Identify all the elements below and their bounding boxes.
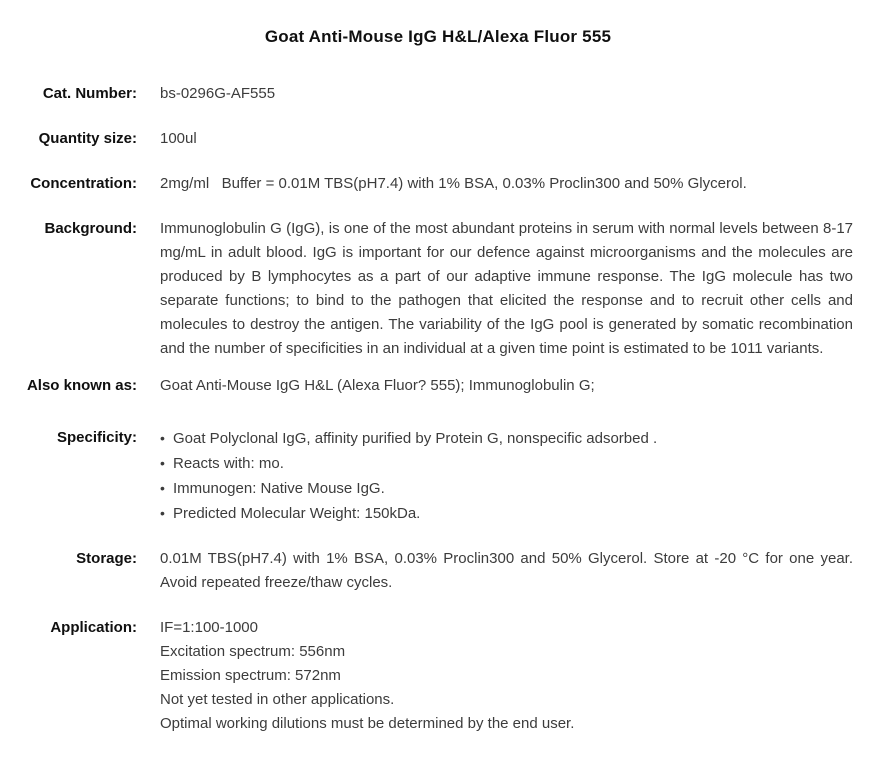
page-title: Goat Anti-Mouse IgG H&L/Alexa Fluor 555: [264, 27, 612, 46]
background-value: Immunoglobulin G (IgG), is one of the most abundant proteins in serum with normal levels between 8-17 mg/mL in adult blood. IgG is important for our defence against microorganisms and the molecules are produced by B lymphocytes as a part of our adaptive immune response. The IgG molecule has two separate functions; to bind to the pathogen that elicited the response and to recruit other cells and molecules to destroy the antigen. The variability of the IgG pool is generated by somatic recombination and the number of specificities in an individual at a given time point is estimated to be 1011 variants.: [160, 220, 853, 357]
background-label: Background:: [44, 220, 137, 237]
storage-value: 0.01M TBS(pH7.4) with 1% BSA, 0.03% Proclin300 and 50% Glycerol. Store at -20 °C for one year. Avoid repeated freeze/thaw cycles.: [160, 550, 853, 591]
quantity-size-value: 100ul: [160, 130, 197, 147]
concentration-value: 2mg/ml Buffer = 0.01M TBS(pH7.4) with 1% BSA, 0.03% Proclin300 and 50% Glycerol.: [160, 175, 747, 192]
row-specificity: [0, 426, 853, 526]
specificity-bullet-item: • Reacts with: mo.: [160, 451, 853, 476]
application-line: IF=1:100-1000: [160, 619, 258, 636]
also-known-as-value: Goat Anti-Mouse IgG H&L (Alexa Fluor? 555); Immunoglobulin G;: [160, 377, 595, 394]
specificity-value: [160, 426, 853, 526]
also-known-as-label: Also known as:: [26, 377, 137, 394]
application-label: Application:: [50, 619, 137, 636]
row-quantity-size: [0, 127, 853, 151]
application-value: [160, 616, 853, 736]
application-line: Emission spectrum: 572nm: [160, 667, 341, 684]
quantity-size-label: Quantity size:: [38, 130, 137, 147]
cat-number-label: Cat. Number:: [42, 85, 137, 102]
application-line: Optimal working dilutions must be determined by the end user.: [160, 715, 575, 732]
specificity-bullet-item: • Immunogen: Native Mouse IgG.: [160, 476, 853, 501]
row-also-known-as: [0, 374, 853, 398]
specificity-bullet-item: • Goat Polyclonal IgG, affinity purified by Protein G, nonspecific adsorbed .: [160, 426, 853, 451]
row-cat-number: [0, 82, 853, 106]
specificity-label: Specificity:: [56, 429, 137, 446]
row-concentration: [0, 172, 853, 196]
specificity-bullet-list: [160, 426, 853, 526]
row-background: [0, 217, 853, 361]
application-line: Not yet tested in other applications.: [160, 691, 395, 708]
specificity-bullet-item: • Predicted Molecular Weight: 150kDa.: [160, 501, 853, 526]
row-application: [0, 616, 853, 736]
cat-number-value: bs-0296G-AF555: [160, 85, 276, 102]
application-line: Excitation spectrum: 556nm: [160, 643, 346, 660]
concentration-label: Concentration:: [30, 175, 137, 192]
storage-label: Storage:: [76, 550, 137, 567]
row-storage: [0, 547, 853, 595]
